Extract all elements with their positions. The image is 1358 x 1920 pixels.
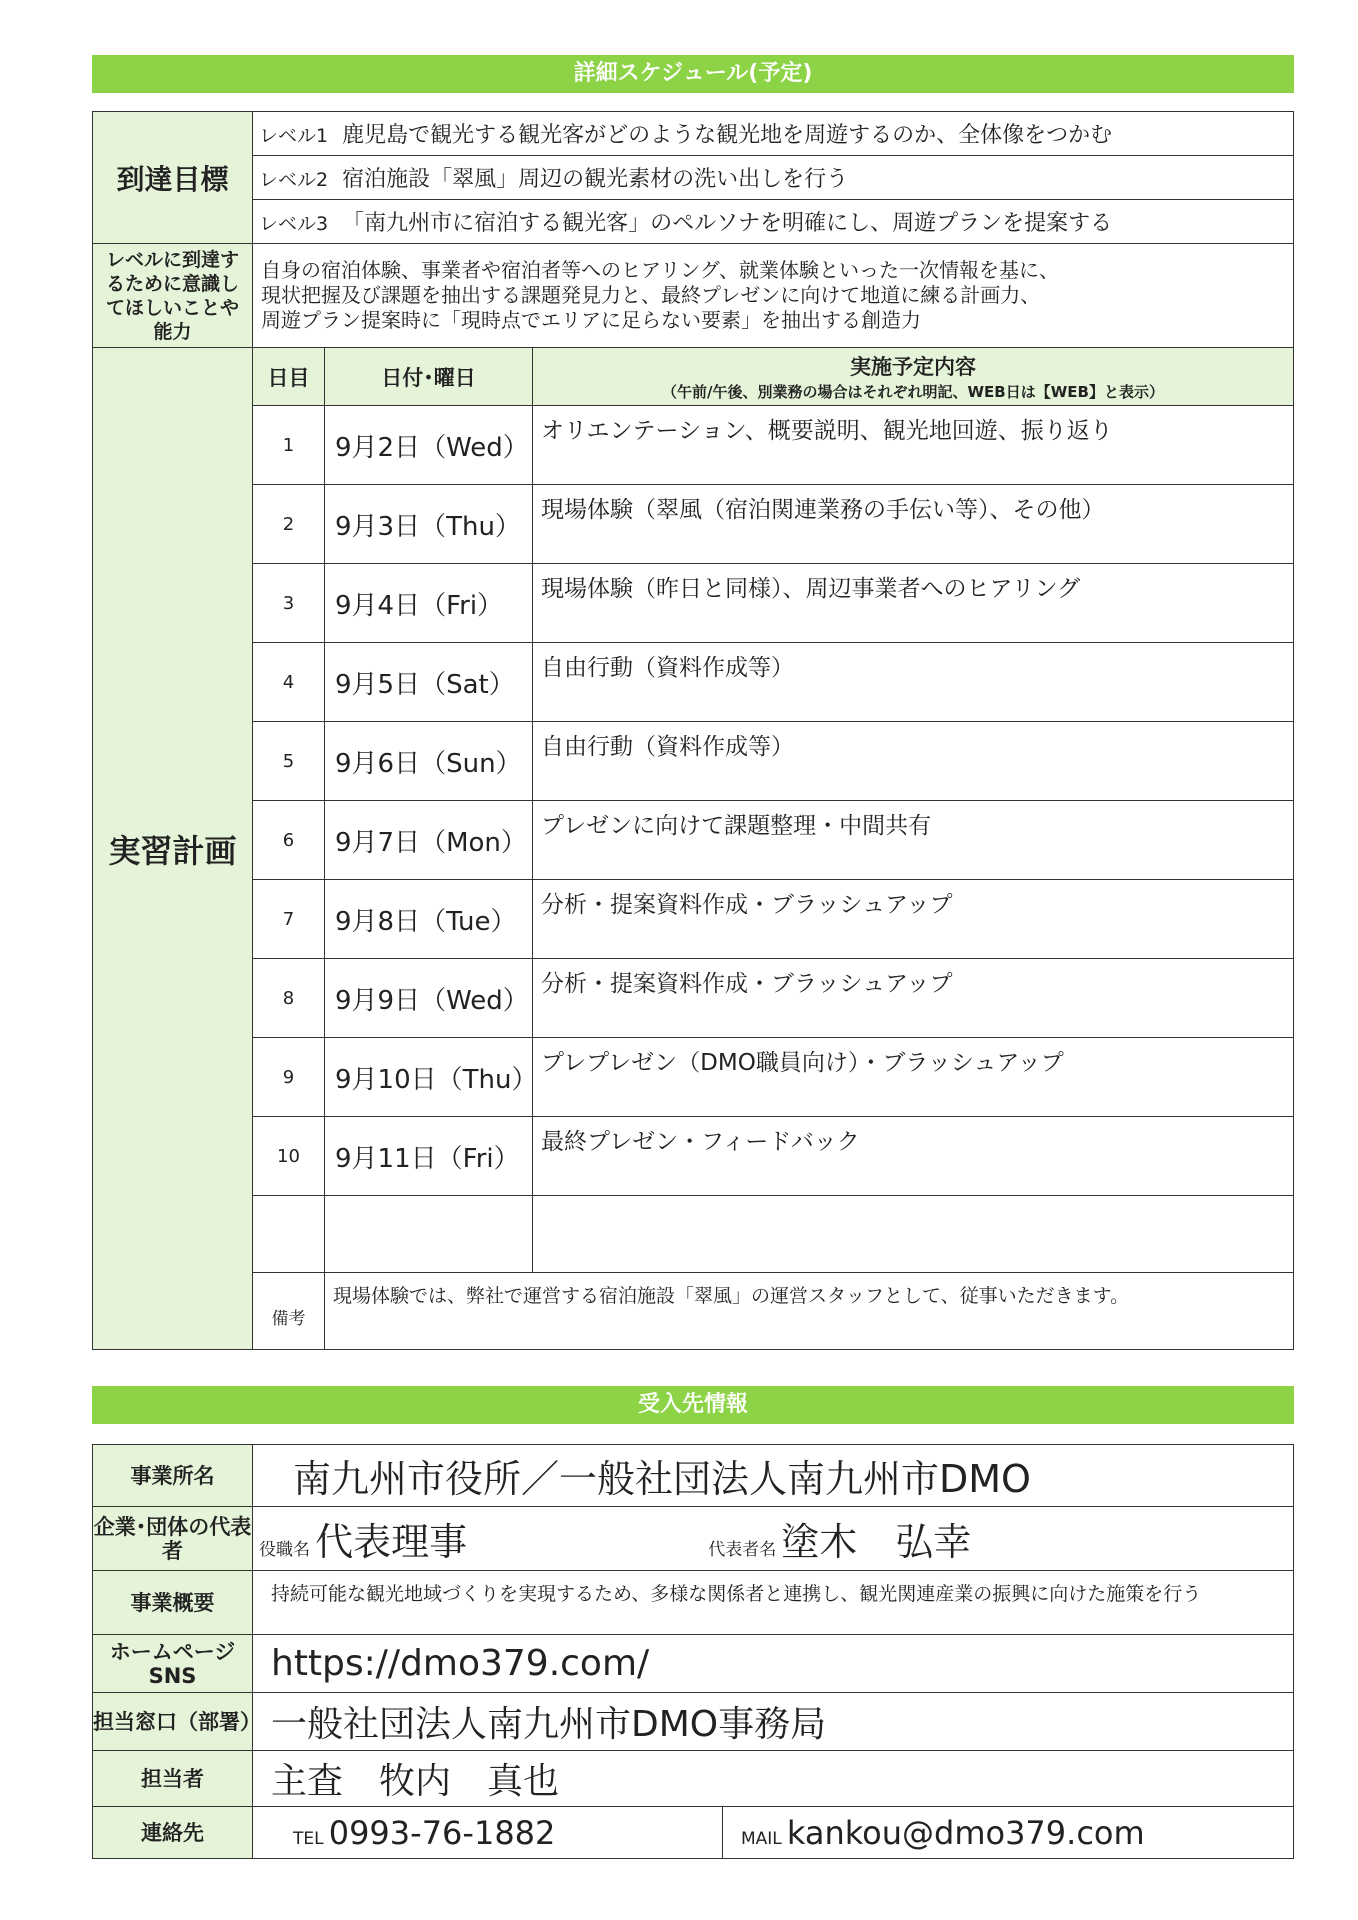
tel-value[interactable]: 0993-76-1882 xyxy=(328,1813,556,1852)
schedule-row xyxy=(93,485,1294,564)
web-label: ホームページSNS xyxy=(93,1635,253,1693)
schedule-row xyxy=(93,1038,1294,1117)
schedule-row xyxy=(93,722,1294,801)
date-cell: 9月10日（Thu） xyxy=(325,1038,533,1117)
position-value: 代表理事 xyxy=(315,1520,468,1564)
content-header-note: （午前/午後、別業務の場合はそれぞれ明記、WEB日は【WEB】と表示） xyxy=(662,383,1164,401)
person-value: 主査 牧内 真也 xyxy=(253,1751,1294,1807)
day-column-header: 日目 xyxy=(253,348,325,406)
schedule-row xyxy=(93,643,1294,722)
day-number: 9 xyxy=(253,1038,325,1117)
skills-text xyxy=(253,244,1294,348)
goal-text: 鹿児島で観光する観光客がどのような観光地を周遊するのか、全体像をつかむ xyxy=(342,123,1113,148)
day-number xyxy=(253,1196,325,1273)
date-cell: 9月6日（Sun） xyxy=(325,722,533,801)
goals-label: 到達目標 xyxy=(93,112,253,244)
skills-line: 自身の宿泊体験、事業者や宿泊者等へのヒアリング、就業体験といった一次情報を基に、 xyxy=(261,258,1059,282)
goal-level-prefix: レベル1 xyxy=(259,125,329,147)
date-cell: 9月11日（Fri） xyxy=(325,1117,533,1196)
schedule-banner: 詳細スケジュール(予定) xyxy=(92,55,1294,93)
date-cell: 9月4日（Fri） xyxy=(325,564,533,643)
tel-cell xyxy=(253,1807,723,1859)
schedule-table xyxy=(92,111,1294,1350)
date-cell: 9月8日（Tue） xyxy=(325,880,533,959)
goal-level-1 xyxy=(253,112,1294,156)
date-cell xyxy=(325,1196,533,1273)
content-cell: 自由行動（資料作成等） xyxy=(533,722,1294,801)
date-cell: 9月7日（Mon） xyxy=(325,801,533,880)
contact-dept-value: 一般社団法人南九州市DMO事務局 xyxy=(253,1693,1294,1751)
plan-label: 実習計画 xyxy=(93,348,253,1350)
content-cell: オリエンテーション、概要説明、観光地回遊、振り返り xyxy=(533,406,1294,485)
content-cell: 分析・提案資料作成・ブラッシュアップ xyxy=(533,959,1294,1038)
schedule-row xyxy=(93,564,1294,643)
office-label: 事業所名 xyxy=(93,1445,253,1507)
goal-level-3 xyxy=(253,200,1294,244)
mail-cell xyxy=(723,1807,1294,1859)
content-cell: プレゼンに向けて課題整理・中間共有 xyxy=(533,801,1294,880)
content-cell: 分析・提案資料作成・ブラッシュアップ xyxy=(533,880,1294,959)
day-number: 10 xyxy=(253,1117,325,1196)
date-cell: 9月9日（Wed） xyxy=(325,959,533,1038)
schedule-row xyxy=(93,406,1294,485)
host-table xyxy=(92,1444,1294,1859)
tel-prefix: TEL xyxy=(293,1828,324,1849)
goal-level-prefix: レベル3 xyxy=(259,213,329,235)
host-banner: 受入先情報 xyxy=(92,1386,1294,1424)
skills-line: 周遊プラン提案時に「現時点でエリアに足らない要素」を抽出する創造力 xyxy=(261,308,921,332)
person-label: 担当者 xyxy=(93,1751,253,1807)
web-value[interactable]: https://dmo379.com/ xyxy=(253,1635,1294,1693)
content-cell: 現場体験（昨日と同様）、周辺事業者へのヒアリング xyxy=(533,564,1294,643)
schedule-row-empty xyxy=(93,1196,1294,1273)
day-number: 8 xyxy=(253,959,325,1038)
rep-cell xyxy=(253,1507,1294,1571)
date-cell: 9月5日（Sat） xyxy=(325,643,533,722)
content-cell: 自由行動（資料作成等） xyxy=(533,643,1294,722)
content-cell: 最終プレゼン・フィードバック xyxy=(533,1117,1294,1196)
content-cell xyxy=(533,1196,1294,1273)
business-value: 持続可能な観光地域づくりを実現するため、多様な関係者と連携し、観光関連産業の振興に向けた施策を行う xyxy=(253,1571,1294,1635)
goal-text: 宿泊施設「翠風」周辺の観光素材の洗い出しを行う xyxy=(342,167,849,192)
content-cell: プレプレゼン（DMO職員向け）・ブラッシュアップ xyxy=(533,1038,1294,1117)
contact-dept-label: 担当窓口（部署） xyxy=(93,1693,253,1751)
remarks-text: 現場体験では、弊社で運営する宿泊施設「翠風」の運営スタッフとして、従事いただきます。 xyxy=(325,1273,1294,1350)
date-column-header: 日付･曜日 xyxy=(325,348,533,406)
day-number: 4 xyxy=(253,643,325,722)
mail-prefix: MAIL xyxy=(741,1828,782,1849)
contact-label: 連絡先 xyxy=(93,1807,253,1859)
skills-label: レベルに到達するために意識してほしいことや能力 xyxy=(93,244,253,348)
day-number: 7 xyxy=(253,880,325,959)
office-value: 南九州市役所／一般社団法人南九州市DMO xyxy=(253,1445,1294,1507)
rep-name-prefix: 代表者名 xyxy=(708,1540,777,1560)
date-cell: 9月3日（Thu） xyxy=(325,485,533,564)
day-number: 3 xyxy=(253,564,325,643)
day-number: 2 xyxy=(253,485,325,564)
day-number: 6 xyxy=(253,801,325,880)
business-label: 事業概要 xyxy=(93,1571,253,1635)
goal-text: 「南九州市に宿泊する観光客」のペルソナを明確にし、周遊プランを提案する xyxy=(342,211,1113,236)
schedule-row xyxy=(93,959,1294,1038)
content-column-header xyxy=(533,348,1294,406)
date-cell: 9月2日（Wed） xyxy=(325,406,533,485)
goal-level-prefix: レベル2 xyxy=(259,169,329,191)
schedule-row xyxy=(93,1117,1294,1196)
skills-line: 現状把握及び課題を抽出する課題発見力と、最終プレゼンに向けて地道に練る計画力、 xyxy=(261,283,1041,307)
rep-name-value: 塗木 弘幸 xyxy=(781,1520,972,1564)
day-number: 1 xyxy=(253,406,325,485)
position-prefix: 役職名 xyxy=(259,1540,310,1560)
schedule-row xyxy=(93,801,1294,880)
content-header-title: 実施予定内容 xyxy=(850,355,976,379)
day-number: 5 xyxy=(253,722,325,801)
rep-label: 企業･団体の代表者 xyxy=(93,1507,253,1571)
goal-level-2 xyxy=(253,156,1294,200)
remarks-label: 備考 xyxy=(253,1273,325,1350)
remarks-row xyxy=(93,1273,1294,1350)
content-cell: 現場体験（翠風（宿泊関連業務の手伝い等）、その他） xyxy=(533,485,1294,564)
mail-value[interactable]: kankou@dmo379.com xyxy=(786,1813,1145,1852)
schedule-row xyxy=(93,880,1294,959)
